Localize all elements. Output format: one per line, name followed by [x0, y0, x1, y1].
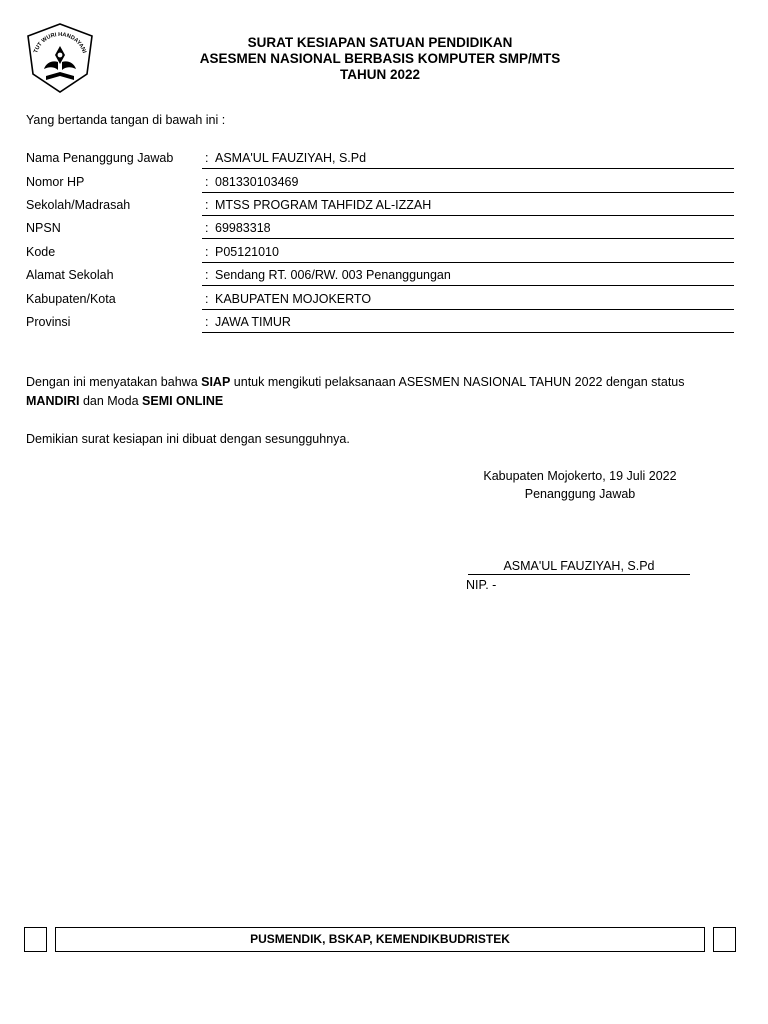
field-label: Nama Penanggung Jawab — [26, 151, 174, 165]
field-value: KABUPATEN MOJOKERTO — [215, 292, 372, 306]
signer-role: Penanggung Jawab — [524, 487, 636, 501]
field-label: Alamat Sekolah — [26, 268, 114, 282]
statement-text: Dengan ini menyatakan bahwa — [26, 375, 202, 389]
closing-paragraph: Demikian surat kesiapan ini dibuat dengan sesungguhnya. — [26, 432, 350, 446]
field-value: JAWA TIMUR — [215, 315, 291, 329]
status-siap: SIAP — [201, 375, 231, 389]
field-underline — [202, 168, 734, 169]
document-year: TAHUN 2022 — [339, 67, 421, 82]
field-underline — [202, 262, 734, 263]
footer-box-left — [24, 927, 47, 952]
field-value: P05121010 — [215, 245, 279, 259]
field-colon: : — [205, 268, 209, 282]
document-subtitle: ASESMEN NASIONAL BERBASIS KOMPUTER SMP/MTS — [199, 51, 561, 66]
field-value: MTSS PROGRAM TAHFIDZ AL-IZZAH — [215, 198, 432, 212]
statement-paragraph — [26, 373, 738, 411]
field-label: Provinsi — [26, 315, 71, 329]
mode-semi-online: SEMI ONLINE — [142, 394, 224, 408]
place-date: Kabupaten Mojokerto, 19 Juli 2022 — [483, 469, 677, 483]
field-label: Kode — [26, 245, 56, 259]
field-row-kode — [26, 245, 736, 267]
field-value: ASMA'UL FAUZIYAH, S.Pd — [215, 151, 367, 165]
field-row-npsn — [26, 221, 736, 243]
field-underline — [202, 332, 734, 333]
statement-text: untuk mengikuti pelaksanaan ASESMEN NASIONAL TAHUN 2022 dengan status — [230, 375, 685, 389]
field-row-nama — [26, 151, 736, 173]
field-label: NPSN — [26, 221, 61, 235]
field-colon: : — [205, 151, 209, 165]
field-colon: : — [205, 198, 209, 212]
field-label: Kabupaten/Kota — [26, 292, 116, 306]
field-underline — [202, 238, 734, 239]
field-value: Sendang RT. 006/RW. 003 Penanggungan — [215, 268, 451, 282]
field-value: 69983318 — [215, 221, 271, 235]
field-label: Nomor HP — [26, 175, 85, 189]
field-underline — [202, 285, 734, 286]
intro-text: Yang bertanda tangan di bawah ini : — [26, 113, 226, 127]
status-mandiri: MANDIRI — [26, 394, 80, 408]
field-underline — [202, 192, 734, 193]
field-colon: : — [205, 175, 209, 189]
field-row-sekolah — [26, 198, 736, 220]
field-row-alamat — [26, 268, 736, 290]
field-underline — [202, 309, 734, 310]
field-underline — [202, 215, 734, 216]
field-label: Sekolah/Madrasah — [26, 198, 131, 212]
field-colon: : — [205, 292, 209, 306]
signer-nip: NIP. - — [466, 578, 497, 592]
footer-box-right — [713, 927, 736, 952]
field-colon: : — [205, 245, 209, 259]
field-row-provinsi — [26, 315, 736, 337]
document-title: SURAT KESIAPAN SATUAN PENDIDIKAN — [247, 35, 513, 50]
footer-label: PUSMENDIK, BSKAP, KEMENDIKBUDRISTEK — [55, 927, 705, 952]
field-colon: : — [205, 221, 209, 235]
field-row-nomor-hp — [26, 175, 736, 197]
field-row-kabupaten — [26, 292, 736, 314]
logo-text: TUT WURI HANDAYANI — [33, 31, 87, 55]
signer-name: ASMA'UL FAUZIYAH, S.Pd — [468, 559, 690, 575]
statement-text: dan Moda — [79, 394, 143, 408]
field-colon: : — [205, 315, 209, 329]
field-value: 081330103469 — [215, 175, 299, 189]
